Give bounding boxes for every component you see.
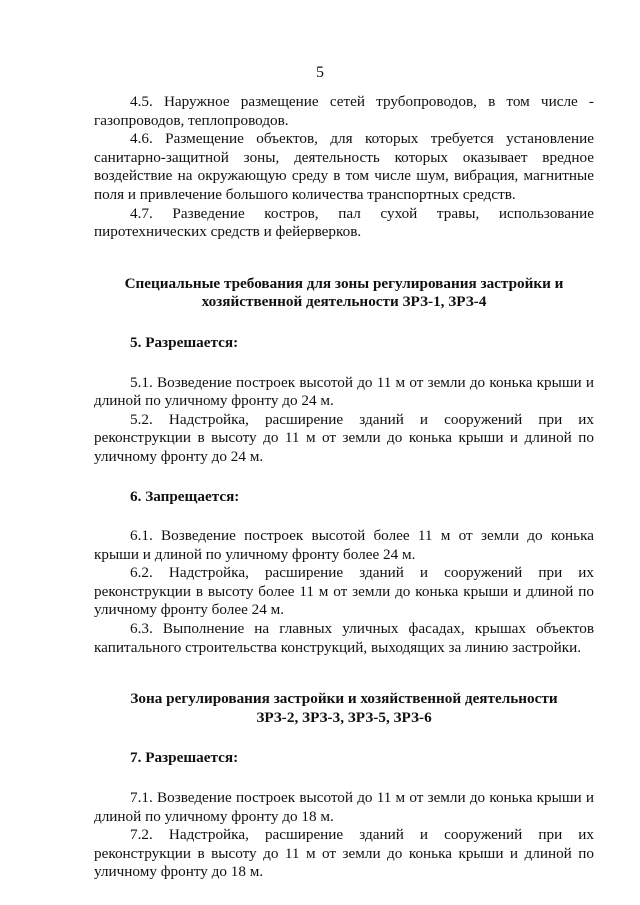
clause-5-2: 5.2. Надстройка, расширение зданий и сооружений при их реконструкции в высоту до 11 м от земли до конька крыши и длиной по уличному фронту до 24 м. bbox=[94, 410, 594, 465]
page-number: 5 bbox=[316, 64, 324, 81]
clause-6-3: 6.3. Выполнение на главных уличных фасадах, крышах объектов капитального строительства конструкций, выходящих за линию застройки. bbox=[94, 620, 594, 656]
clause-6-1: 6.1. Возведение построек высотой более 11 м от земли до конька крыши и длиной по уличному фронту более 24 м. bbox=[94, 527, 594, 563]
page-body bbox=[94, 93, 594, 882]
clause-6-2: 6.2. Надстройка, расширение зданий и сооружений при их реконструкции в высоту более 11 м от земли до конька крыши и длиной по уличному фронту более 24 м. bbox=[94, 564, 594, 619]
clause-7-1: 7.1. Возведение построек высотой до 11 м от земли до конька крыши и длиной по уличному фронту до 18 м. bbox=[94, 789, 594, 825]
subheading-6-forbidden: 6. Запрещается: bbox=[130, 487, 240, 505]
clause-5-1: 5.1. Возведение построек высотой до 11 м от земли до конька крыши и длиной по уличному фронту до 24 м. bbox=[94, 373, 594, 410]
clause-7-2: 7.2. Надстройка, расширение зданий и сооружений при их реконструкции в высоту до 11 м от земли до конька крыши и длиной по уличному фронту до 18 м. bbox=[94, 826, 594, 881]
subheading-7-allowed: 7. Разрешается: bbox=[130, 749, 239, 767]
clause-4-7: 4.7. Разведение костров, пал сухой травы, использование пиротехнических средств и фейерверков. bbox=[94, 204, 594, 241]
subheading-5-allowed: 5. Разрешается: bbox=[130, 333, 239, 351]
section-heading-zrz-1-4: Специальные требования для зоны регулирования застройки и хозяйственной деятельности ЗРЗ-1, ЗРЗ-4 bbox=[124, 274, 564, 311]
clause-4-6: 4.6. Размещение объектов, для которых требуется установление санитарно-защитной зоны, деятельность которых оказывает вредное воздействие на окружающую среду в том числе шум, вибрация, магнитные поля и привлечение большого количества транспортных средств. bbox=[94, 130, 594, 203]
clause-4-5: 4.5. Наружное размещение сетей трубопроводов, в том числе - газопроводов, теплопроводов. bbox=[94, 93, 594, 129]
section-heading-zrz-2-3-5-6: Зона регулирования застройки и хозяйственной деятельности ЗРЗ-2, ЗРЗ-3, ЗРЗ-5, ЗРЗ-6 bbox=[130, 690, 558, 726]
